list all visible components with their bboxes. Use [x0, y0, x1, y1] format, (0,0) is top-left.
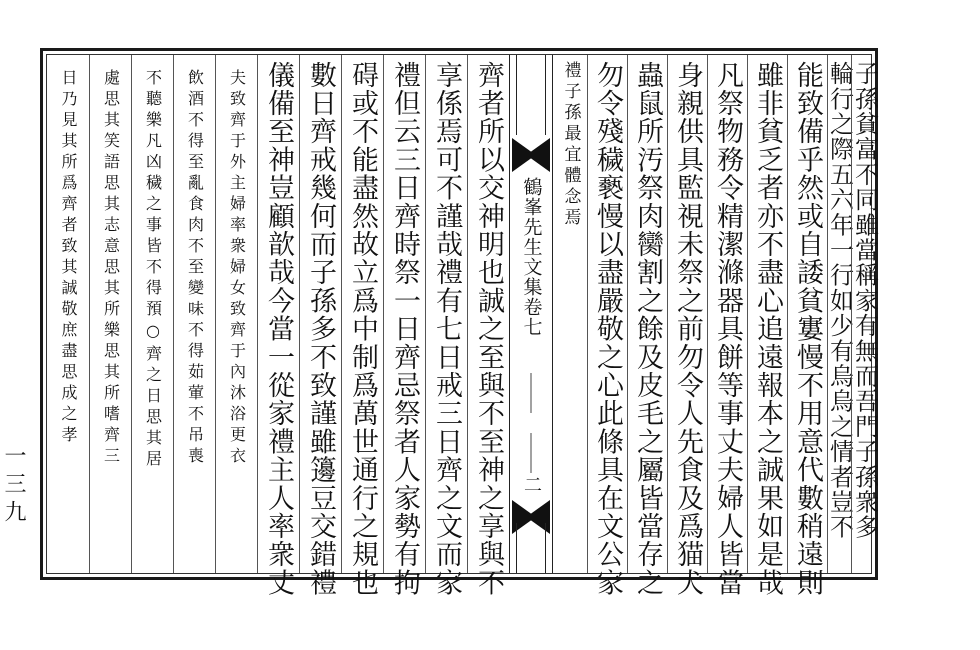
column-text: 輪行之際五六年一行如少有烏烏之情者豈不 [825, 61, 854, 540]
text-column [825, 55, 854, 573]
fold-bottom-block [516, 523, 546, 573]
column-text: 日乃見其所爲齊者致其誠敬庶盡思成之孝 [59, 69, 78, 447]
column-text: 凡祭物務令精潔滌器具餅等事丈夫婦人皆當 [712, 61, 743, 597]
column-text: 子孫貧富不同雖當稱家有無而吾門子孫衆多 [850, 61, 879, 540]
text-column [425, 55, 467, 597]
column-text: 碍或不能盡然故立爲中制爲萬世通行之規也 [347, 61, 378, 597]
column-text: 勿令殘穢褻慢以盡嚴敬之心此條具在文公家 [592, 61, 623, 597]
text-column [851, 55, 877, 573]
column-text: 禮子孫最宜體念焉 [560, 61, 581, 229]
text-column [383, 55, 425, 597]
column-text: 不聽樂凡凶穢之事皆不得預○齊之日思其居 [143, 69, 163, 471]
text-column [667, 55, 707, 597]
page-frame [40, 48, 879, 597]
column-text: 齊者所以交神明也誠之至與不至神之享與不 [473, 61, 504, 597]
column-text: 蟲鼠所汚祭肉臠割之餘及皮毛之屬皆當存之 [632, 61, 663, 597]
column-text: 夫致齊于外主婦率衆婦女致齊于內沐浴更衣 [227, 69, 247, 468]
fold-rule [531, 433, 532, 473]
text-column [707, 55, 747, 597]
running-head: 鶴峯先生文集卷七 [520, 177, 543, 337]
text-column [173, 55, 215, 573]
fishtail-ornament-icon [512, 138, 550, 172]
fold-page-number: 二 [521, 475, 542, 493]
text-column [299, 55, 341, 597]
center-fold [509, 55, 553, 573]
inner-frame [46, 54, 879, 597]
text-column [131, 55, 173, 573]
text-column [627, 55, 667, 597]
column-text: 處思其笑語思其志意思其所樂思其所嗜齊三 [101, 69, 121, 468]
column-text: 享係焉可不謹哉禮有七日戒三日齊之文而家 [431, 61, 462, 597]
column-text: 禮但云三日齊時祭一日齊忌祭者人家勢有拘 [389, 61, 420, 597]
text-column [257, 55, 299, 597]
column-text: 數日齊戒幾何而子孫多不致謹雖籩豆交錯禮 [305, 61, 336, 597]
column-text: 身親供具監視未祭之前勿令人先食及爲猫犬 [672, 61, 703, 597]
fold-rule [531, 373, 532, 413]
column-text: 飲酒不得至亂食肉不至變味不得茹葷不吊喪 [185, 69, 205, 468]
text-column [341, 55, 383, 597]
column-text: 能致備乎然或自諉貧寠慢不用意代數稍遠則 [792, 61, 823, 597]
text-column [215, 55, 257, 573]
text-column [553, 55, 587, 573]
text-column [89, 55, 131, 573]
text-column [587, 55, 627, 597]
fold-top-block [516, 55, 546, 135]
column-text: 雖非貧乏者亦不盡心追遠報本之誠果如是哉 [752, 61, 783, 597]
text-column [787, 55, 827, 597]
text-column [747, 55, 787, 597]
text-column [47, 55, 89, 573]
column-text: 儀備至神豈顧歆哉今當一從家禮主人率衆丈 [263, 61, 294, 597]
text-column [467, 55, 509, 597]
folio-number: 一三九 [1, 444, 26, 528]
